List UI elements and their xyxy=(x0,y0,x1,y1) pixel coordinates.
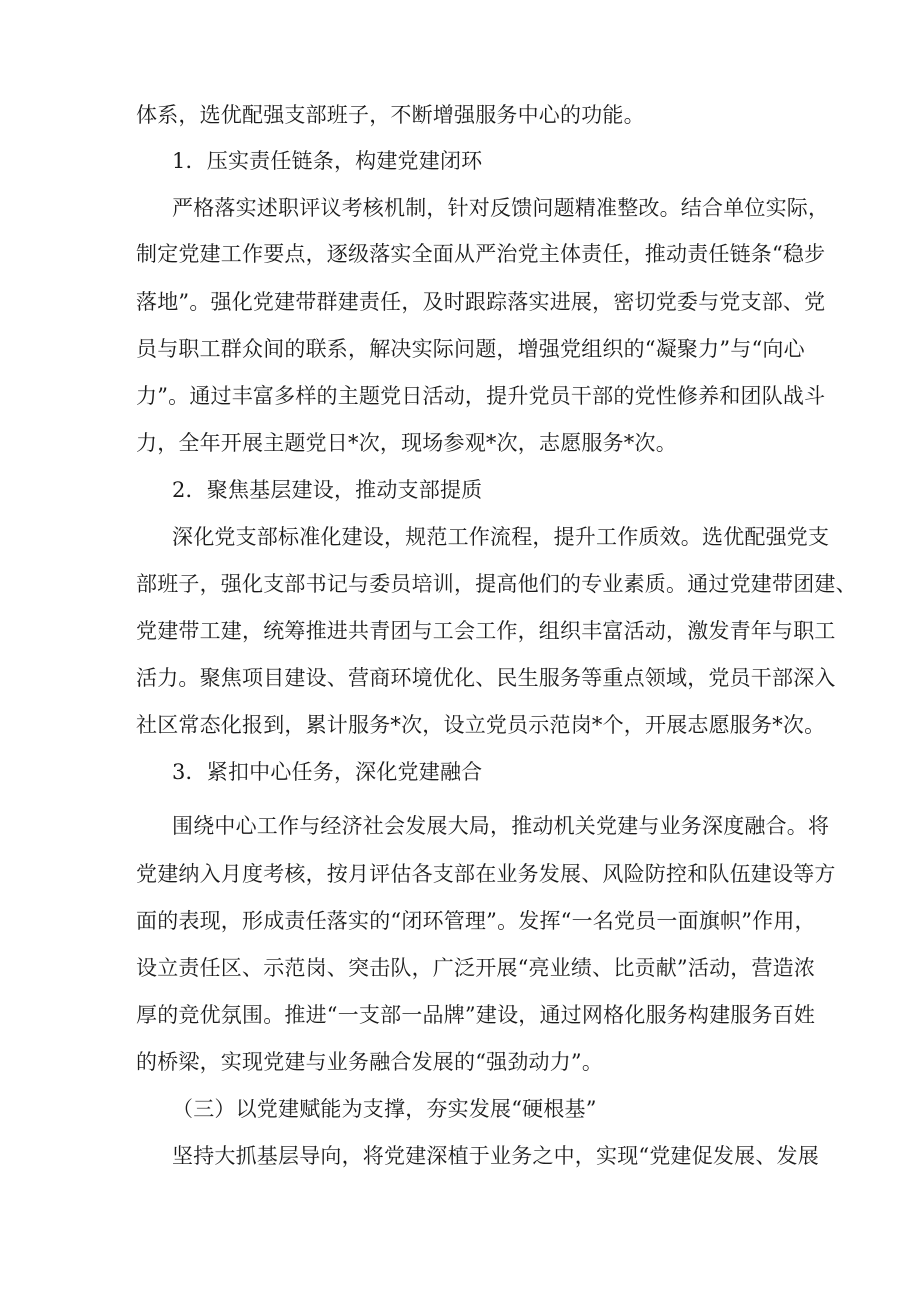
paragraph-line: 制定党建工作要点，逐级落实全面从严治党主体责任，推动责任链条“稳步 xyxy=(136,242,826,266)
paragraph-line: 部班子，强化支部书记与委员培训，提高他们的专业素质。通过党建带团建、 xyxy=(136,572,857,596)
paragraph-line: 体系，选优配强支部班子，不断增强服务中心的功能。 xyxy=(136,103,645,127)
paragraph-line: 厚的竞优氛围。推进“一支部一品牌”建设，通过网格化服务构建服务百姓 xyxy=(136,1003,816,1027)
section-heading-1: 1．压实责任链条，构建党建闭环 xyxy=(172,149,483,173)
paragraph-line: 设立责任区、示范岗、突击队，广泛开展“亮业绩、比贡献”活动，营造浓 xyxy=(136,956,816,980)
paragraph-line: 活力。聚焦项目建设、营商环境优化、民生服务等重点领域，党员干部深入 xyxy=(136,666,836,690)
section-heading-main: （三）以党建赋能为支撑，夯实发展“硬根基” xyxy=(172,1097,597,1121)
section-heading-3: 3．紧扣中心任务，深化党建融合 xyxy=(172,760,483,784)
paragraph-line: 面的表现，形成责任落实的“闭环管理”。发挥“一名党员一面旗帜”作用， xyxy=(136,909,816,933)
paragraph-line: 力”。通过丰富多样的主题党日活动，提升党员干部的党性修养和团队战斗 xyxy=(136,384,826,408)
paragraph-line: 落地”。强化党建带群建责任，及时跟踪落实进展，密切党委与党支部、党 xyxy=(136,290,826,314)
paragraph-line: 深化党支部标准化建设，规范工作流程，提升工作质效。选优配强党支 xyxy=(172,525,830,549)
paragraph-line: 党建纳入月度考核，按月评估各支部在业务发展、风险防控和队伍建设等方 xyxy=(136,862,836,886)
paragraph-line: 的桥梁，实现党建与业务融合发展的“强劲动力”。 xyxy=(136,1050,604,1074)
paragraph-line: 坚持大抓基层导向，将党建深植于业务之中，实现“党建促发展、发展 xyxy=(172,1144,819,1168)
paragraph-line: 员与职工群众间的联系，解决实际问题，增强党组织的“凝聚力”与“向心 xyxy=(136,337,805,361)
section-heading-2: 2．聚焦基层建设，推动支部提质 xyxy=(172,478,483,502)
paragraph-line: 社区常态化报到，累计服务*次，设立党员示范岗*个，开展志愿服务*次。 xyxy=(136,713,826,737)
paragraph-line: 围绕中心工作与经济社会发展大局，推动机关党建与业务深度融合。将 xyxy=(172,814,830,838)
paragraph-line: 党建带工建，统筹推进共青团与工会工作，组织丰富活动，激发青年与职工 xyxy=(136,619,836,643)
paragraph-line: 严格落实述职评议考核机制，针对反馈问题精准整改。结合单位实际， xyxy=(172,196,830,220)
paragraph-line: 力，全年开展主题党日*次，现场参观*次，志愿服务*次。 xyxy=(136,431,677,455)
